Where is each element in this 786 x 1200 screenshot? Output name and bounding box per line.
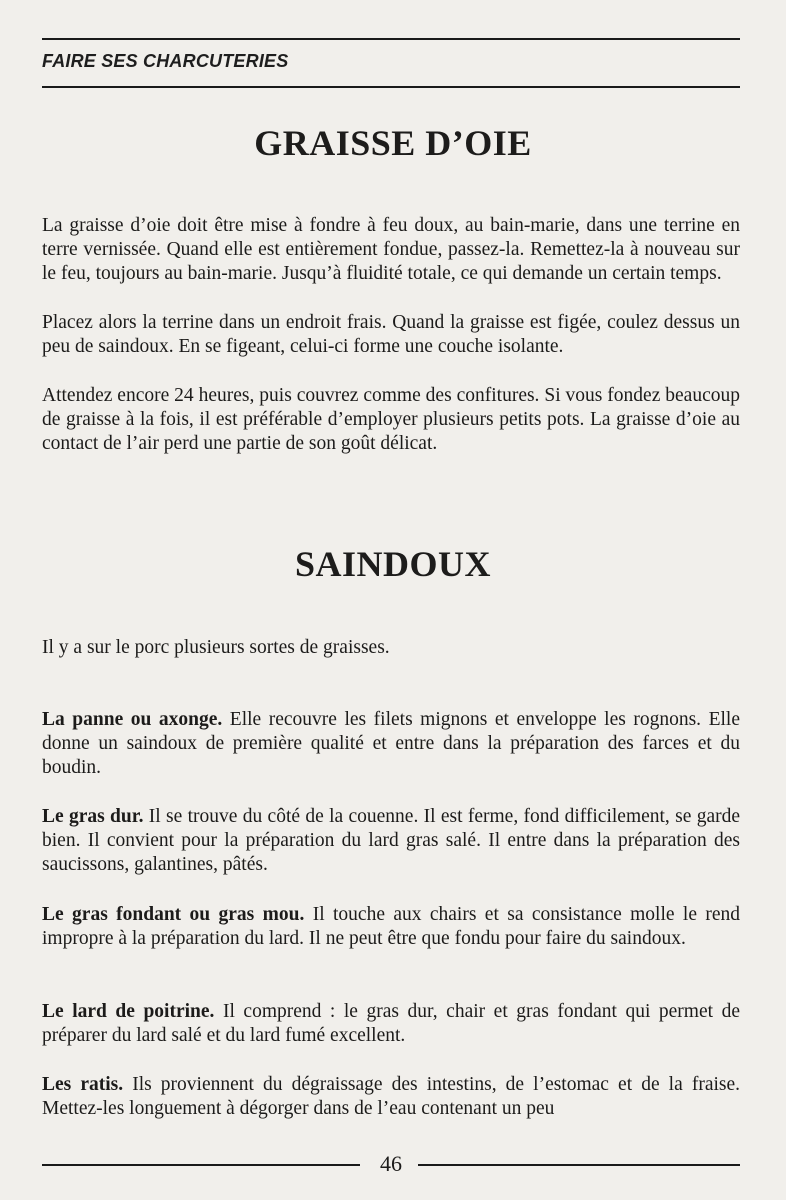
entry-term: Le gras fondant ou gras mou. (42, 904, 305, 925)
entry-text: Elle recouvre les filets mignons et enveloppe les rognons. Elle donne un saindoux de première qualité et entre dans la préparation des farces et du boudin. (42, 709, 740, 779)
entry-text: Il comprend : le gras dur, chair et gras fondant qui permet de préparer du lard salé et du lard fumé excellent. (42, 1001, 740, 1047)
page-footer (42, 1150, 740, 1180)
entry-ratis (42, 1073, 740, 1121)
section-title-saindoux: SAINDOUX (294, 544, 492, 584)
entry-term: Les ratis. (42, 1074, 124, 1095)
page-number: 46 (380, 1151, 402, 1176)
entry-panne (42, 708, 740, 781)
entry-term: Le lard de poitrine. (42, 1001, 215, 1022)
entry-text: Ils proviennent du dégraissage des intestins, de l’estomac et de la fraise. Mettez-les longuement à dégorger dans de l’eau contenant un peu (42, 1074, 741, 1120)
paragraph: La graisse d’oie doit être mise à fondre à feu doux, au bain-marie, dans une terrine en terre vernissée. Quand elle est entièrement fondue, passez-la. Remettez-la à nouveau sur le feu, toujours au bain-marie. Jusqu’à fluidité totale, ce qui demande un certain temps. (42, 215, 740, 285)
paragraph: Attendez encore 24 heures, puis couvrez comme des confitures. Si vous fondez beaucoup de graisse à la fois, il est préférable d’employer plusieurs petits pots. La graisse d’oie au contact de l’air perd une partie de son goût délicat. (42, 385, 740, 455)
entry-text: Il touche aux chairs et sa consistance molle le rend impropre à la préparation du lard. Il ne peut être que fondu pour faire du saindoux. (42, 904, 740, 950)
header-top-rule (42, 38, 740, 40)
intro-paragraph: Il y a sur le porc plusieurs sortes de graisses. (42, 637, 390, 658)
entry-gras-dur (42, 805, 740, 878)
entry-lard-de-poitrine (42, 1000, 740, 1048)
footer-right-rule (418, 1164, 740, 1166)
entry-term: La panne ou axonge. (42, 709, 223, 730)
paragraph: Placez alors la terrine dans un endroit frais. Quand la graisse est figée, coulez dessus un peu de saindoux. En se figeant, celui-ci forme une couche isolante. (42, 312, 740, 358)
header-bottom-rule (42, 86, 740, 88)
running-head: FAIRE SES CHARCUTERIES (42, 51, 289, 71)
entry-gras-fondant (42, 903, 740, 951)
entry-text: Il se trouve du côté de la couenne. Il est ferme, fond difficilement, se garde bien. Il convient pour la préparation du lard gras salé. Il entre dans la préparation des saucissons, galantines, pâtés. (42, 806, 740, 876)
section-title-graisse-doie: GRAISSE D’OIE (254, 123, 532, 163)
entry-term: Le gras dur. (42, 806, 144, 827)
